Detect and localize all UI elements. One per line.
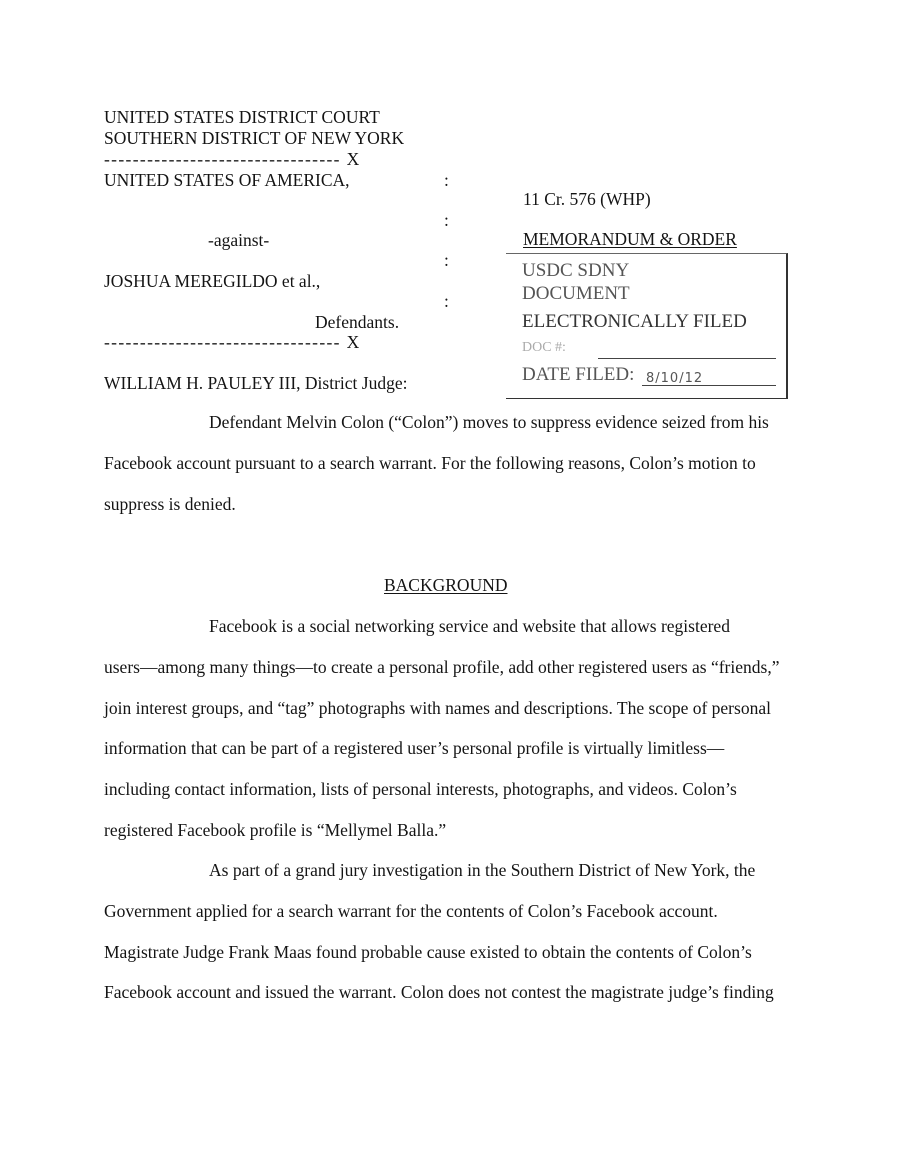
caption-colon: : bbox=[444, 291, 449, 311]
against-label: -against- bbox=[208, 230, 270, 250]
caption-colon: : bbox=[444, 170, 449, 190]
stamp-date-filed-label: DATE FILED: bbox=[522, 364, 635, 385]
caption-colon: : bbox=[444, 210, 449, 230]
paragraph-line: Magistrate Judge Frank Maas found probable cause existed to obtain the contents of Colon’s bbox=[104, 942, 752, 962]
caption-divider-top: --------------------------------- X bbox=[104, 149, 361, 169]
judge-name: WILLIAM H. PAULEY III, District Judge: bbox=[104, 373, 408, 393]
stamp-date-rule bbox=[642, 385, 776, 386]
stamp-court: USDC SDNY bbox=[522, 260, 630, 281]
defendant-name: JOSHUA MEREGILDO et al., bbox=[104, 271, 321, 291]
paragraph-line: including contact information, lists of personal interests, photographs, and videos. Colon’s bbox=[104, 779, 737, 799]
stamp-electronically-filed: ELECTRONICALLY FILED bbox=[522, 311, 747, 332]
filing-stamp bbox=[506, 253, 788, 399]
paragraph-line: Facebook account and issued the warrant. Colon does not contest the magistrate judge’s finding bbox=[104, 982, 774, 1002]
stamp-date-handwritten: 8/10/12 bbox=[646, 371, 704, 386]
paragraph-line: Facebook is a social networking service and website that allows registered bbox=[209, 616, 730, 636]
document-type: MEMORANDUM & ORDER bbox=[523, 229, 737, 249]
background-heading: BACKGROUND bbox=[384, 575, 508, 595]
stamp-document: DOCUMENT bbox=[522, 283, 630, 304]
paragraph-line: join interest groups, and “tag” photographs with names and descriptions. The scope of personal bbox=[104, 698, 771, 718]
paragraph-line: users—among many things—to create a personal profile, add other registered users as “friends,” bbox=[104, 657, 780, 677]
stamp-doc-number-rule bbox=[598, 358, 776, 359]
stamp-doc-number-label: DOC #: bbox=[522, 340, 566, 355]
caption-colon: : bbox=[444, 250, 449, 270]
court-name-line1: UNITED STATES DISTRICT COURT bbox=[104, 107, 380, 127]
paragraph-line: As part of a grand jury investigation in the Southern District of New York, the bbox=[209, 860, 756, 880]
paragraph-line: registered Facebook profile is “Mellymel Balla.” bbox=[104, 820, 447, 840]
paragraph-line: information that can be part of a registered user’s personal profile is virtually limitless— bbox=[104, 738, 725, 758]
plaintiff-name: UNITED STATES OF AMERICA, bbox=[104, 170, 350, 190]
intro-line: suppress is denied. bbox=[104, 494, 236, 514]
case-number: 11 Cr. 576 (WHP) bbox=[523, 189, 651, 209]
intro-line: Defendant Melvin Colon (“Colon”) moves to suppress evidence seized from his bbox=[209, 412, 769, 432]
defendants-label: Defendants. bbox=[315, 312, 400, 332]
caption-divider-bottom: --------------------------------- X bbox=[104, 332, 361, 352]
intro-line: Facebook account pursuant to a search warrant. For the following reasons, Colon’s motion to bbox=[104, 453, 756, 473]
court-name-line2: SOUTHERN DISTRICT OF NEW YORK bbox=[104, 128, 405, 148]
paragraph-line: Government applied for a search warrant for the contents of Colon’s Facebook account. bbox=[104, 901, 718, 921]
